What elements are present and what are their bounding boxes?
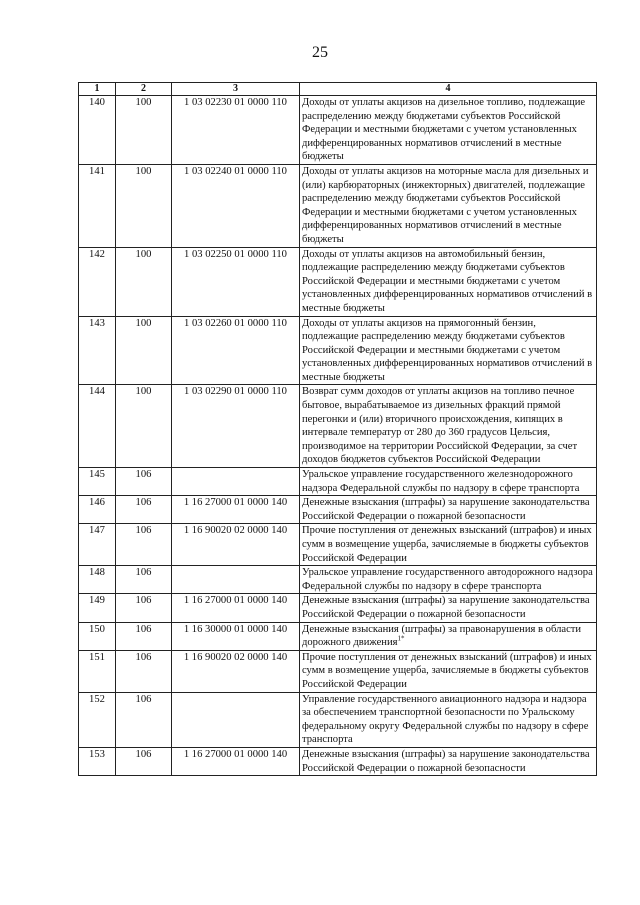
header-col-2: 2 <box>116 83 172 96</box>
table-row <box>79 566 597 594</box>
revenue-code <box>172 468 300 496</box>
revenue-code: 1 03 02230 01 0000 110 <box>172 96 300 165</box>
header-col-3: 3 <box>172 83 300 96</box>
administrator-code: 106 <box>116 496 172 524</box>
revenue-description: Уральское управление государственного автодорожного надзора Федеральной службы по надзору в сфере транспорта <box>300 566 597 594</box>
revenue-description: Денежные взыскания (штрафы) за нарушение законодательства Российской Федерации о пожарной безопасности <box>300 496 597 524</box>
table-row <box>79 496 597 524</box>
administrator-code: 106 <box>116 650 172 692</box>
header-col-1: 1 <box>79 83 116 96</box>
revenue-code: 1 16 27000 01 0000 140 <box>172 496 300 524</box>
table-row <box>79 622 597 650</box>
table-row <box>79 524 597 566</box>
administrator-code: 100 <box>116 96 172 165</box>
row-number: 153 <box>79 747 116 775</box>
revenue-code: 1 03 02260 01 0000 110 <box>172 316 300 385</box>
administrator-code: 100 <box>116 164 172 247</box>
budget-revenue-table <box>78 82 597 776</box>
revenue-code <box>172 566 300 594</box>
row-number: 140 <box>79 96 116 165</box>
table-row <box>79 96 597 165</box>
revenue-code: 1 16 90020 02 0000 140 <box>172 524 300 566</box>
administrator-code: 106 <box>116 622 172 650</box>
row-number: 144 <box>79 385 116 468</box>
table-row <box>79 594 597 622</box>
table-row <box>79 164 597 247</box>
row-number: 151 <box>79 650 116 692</box>
administrator-code: 106 <box>116 747 172 775</box>
revenue-description-cell <box>300 622 597 650</box>
table-row <box>79 468 597 496</box>
row-number: 145 <box>79 468 116 496</box>
row-number: 150 <box>79 622 116 650</box>
revenue-code: 1 16 90020 02 0000 140 <box>172 650 300 692</box>
revenue-code: 1 03 02240 01 0000 110 <box>172 164 300 247</box>
row-number: 146 <box>79 496 116 524</box>
administrator-code: 100 <box>116 385 172 468</box>
page-number: 25 <box>312 44 328 61</box>
row-number: 143 <box>79 316 116 385</box>
revenue-code: 1 16 27000 01 0000 140 <box>172 594 300 622</box>
revenue-description: Доходы от уплаты акцизов на моторные масла для дизельных и (или) карбюраторных (инжекторных) двигателей, подлежащие распределению между бюджетами субъектов Российской Федерации и местными бюджетами с учетом установленных дифференцированных нормативов отчислений в местные бюджеты <box>300 164 597 247</box>
header-col-4: 4 <box>300 83 597 96</box>
table-row <box>79 247 597 316</box>
revenue-description: Денежные взыскания (штрафы) за нарушение законодательства Российской Федерации о пожарной безопасности <box>300 747 597 775</box>
revenue-code: 1 03 02290 01 0000 110 <box>172 385 300 468</box>
table-row <box>79 747 597 775</box>
administrator-code: 106 <box>116 566 172 594</box>
row-number: 147 <box>79 524 116 566</box>
administrator-code: 106 <box>116 692 172 747</box>
administrator-code: 106 <box>116 524 172 566</box>
row-number: 149 <box>79 594 116 622</box>
table-row <box>79 692 597 747</box>
row-number: 152 <box>79 692 116 747</box>
table-row <box>79 385 597 468</box>
row-number: 141 <box>79 164 116 247</box>
revenue-description: Уральское управление государственного железнодорожного надзора Федеральной службы по надзору в сфере транспорта <box>300 468 597 496</box>
revenue-description: Возврат сумм доходов от уплаты акцизов на топливо печное бытовое, вырабатываемое из дизельных фракций прямой перегонки и (или) вторичного происхождения, кипящих в интервале температур от 280 до 360 градусов Цельсия, производимое на территории Российской Федерации, за счет доходов бюджетов субъектов Российской Федерации <box>300 385 597 468</box>
revenue-description: Денежные взыскания (штрафы) за нарушение законодательства Российской Федерации о пожарной безопасности <box>300 594 597 622</box>
revenue-description: Доходы от уплаты акцизов на автомобильный бензин, подлежащие распределению между бюджетами субъектов Российской Федерации и местными бюджетами с учетом установленных дифференцированных нормативов отчислений в местные бюджеты <box>300 247 597 316</box>
row-number: 148 <box>79 566 116 594</box>
administrator-code: 106 <box>116 594 172 622</box>
administrator-code: 106 <box>116 468 172 496</box>
revenue-code <box>172 692 300 747</box>
administrator-code: 100 <box>116 247 172 316</box>
revenue-description: Прочие поступления от денежных взысканий (штрафов) и иных сумм в возмещение ущерба, зачисляемые в бюджеты субъектов Российской Федерации <box>300 650 597 692</box>
administrator-code: 100 <box>116 316 172 385</box>
table-row <box>79 650 597 692</box>
revenue-description: Доходы от уплаты акцизов на прямогонный бензин, подлежащие распределению между бюджетами субъектов Российской Федерации и местными бюджетами с учетом установленных дифференцированных нормативов отчислений в местные бюджеты <box>300 316 597 385</box>
footnote-marker: 1* <box>397 634 405 643</box>
revenue-description: Прочие поступления от денежных взысканий (штрафов) и иных сумм в возмещение ущерба, зачисляемые в бюджеты субъектов Российской Федерации <box>300 524 597 566</box>
revenue-description: Денежные взыскания (штрафы) за правонарушения в области дорожного движения <box>302 623 582 649</box>
revenue-code: 1 03 02250 01 0000 110 <box>172 247 300 316</box>
revenue-description: Доходы от уплаты акцизов на дизельное топливо, подлежащие распределению между бюджетами субъектов Российской Федерации и местными бюджетами с учетом установленных дифференцированных нормативов отчислений в местные бюджеты <box>300 96 597 165</box>
revenue-description: Управление государственного авиационного надзора и надзора за обеспечением транспортной безопасности по Уральскому федеральному округу Федеральной службы по надзору в сфере транспорта <box>300 692 597 747</box>
revenue-code: 1 16 27000 01 0000 140 <box>172 747 300 775</box>
table-row <box>79 316 597 385</box>
row-number: 142 <box>79 247 116 316</box>
table-header-row <box>79 83 597 96</box>
revenue-code: 1 16 30000 01 0000 140 <box>172 622 300 650</box>
